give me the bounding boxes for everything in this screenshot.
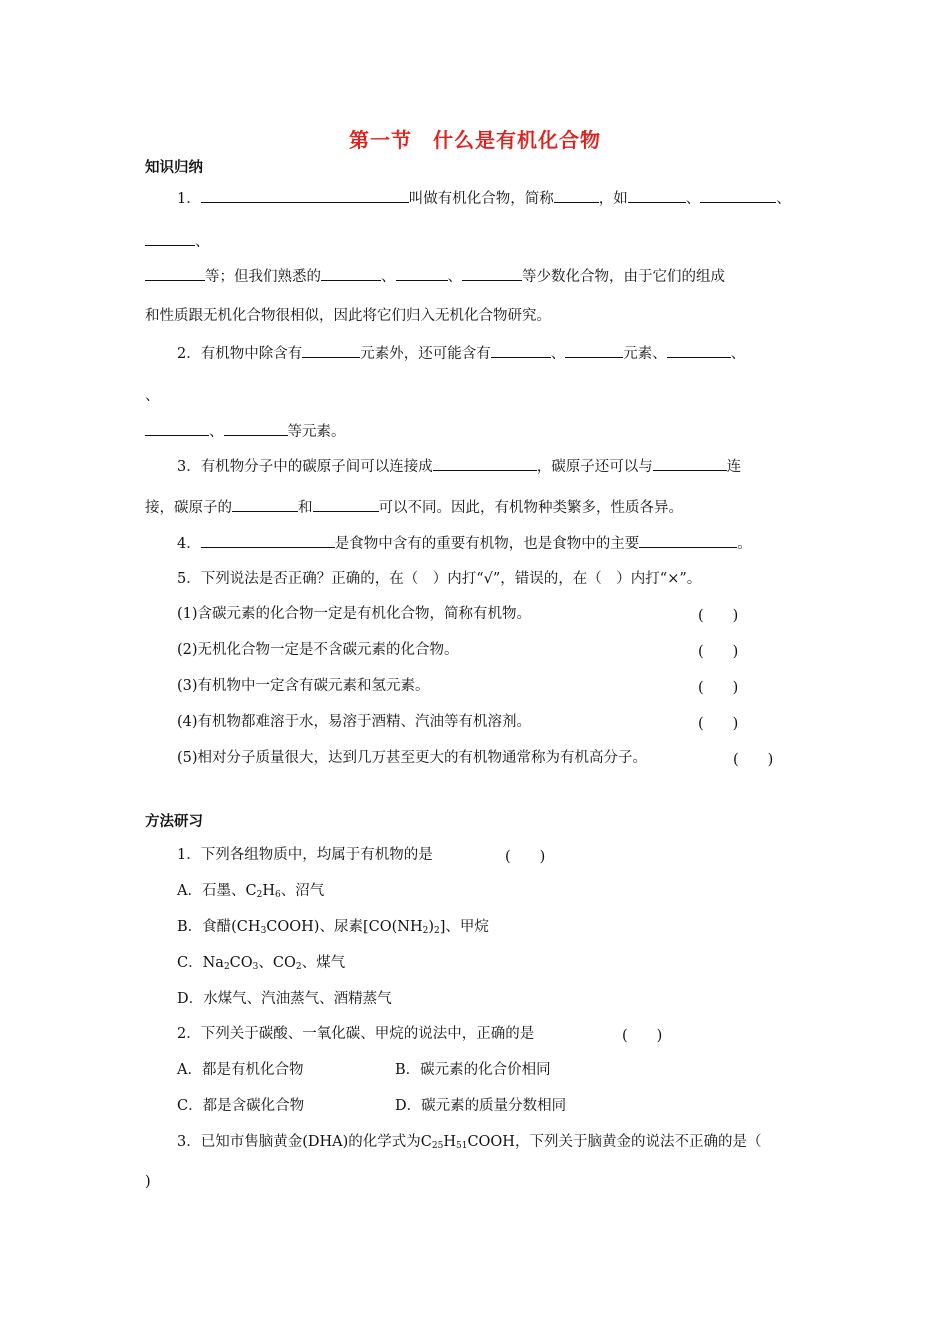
blank[interactable] <box>302 343 360 358</box>
section-heading-knowledge: 知识归纳 <box>145 160 203 176</box>
blank[interactable] <box>145 421 209 436</box>
blank[interactable] <box>201 188 409 203</box>
m1-option-a[interactable]: A．石墨、$C_2H_6$、沼气 <box>177 883 325 900</box>
q5-item-4: (4)有机物都难溶于水，易溶于酒精、汽油等有机溶剂。 <box>177 714 532 730</box>
q2-line1: 2．有机物中除含有 元素外，还可能含有 、 元素、 、 <box>177 343 745 364</box>
blank[interactable] <box>313 497 379 512</box>
q5-item-1: (1)含碳元素的化合物一定是有机化合物，简称有机物。 <box>177 606 532 622</box>
blank[interactable] <box>396 266 448 281</box>
q1-line4: 和性质跟无机化合物很相似，因此将它们归入无机化合物研究。 <box>145 308 551 324</box>
m1-option-b[interactable]: B．食醋$(CH_3COOH)$、尿素$[CO(NH_2)_2]$、甲烷 <box>177 919 489 936</box>
q5-item-5: (5)相对分子质量很大，达到几万甚至更大的有机物通常称为有机高分子。 <box>177 750 648 766</box>
answer-paren[interactable]: ( ) <box>698 680 739 696</box>
answer-paren[interactable]: ( ) <box>698 608 739 624</box>
q1-line3: 等；但我们熟悉的 、 、 等少数化合物，由于它们的组成 <box>145 266 725 287</box>
blank[interactable] <box>145 231 195 246</box>
answer-paren[interactable]: ( ) <box>698 644 739 660</box>
m1-option-d[interactable]: D．水煤气、汽油蒸气、酒精蒸气 <box>177 991 392 1007</box>
blank[interactable] <box>554 188 599 203</box>
q5-item-2: (2)无机化合物一定是不含碳元素的化合物。 <box>177 642 459 658</box>
answer-paren[interactable]: ( ) <box>698 716 739 732</box>
blank[interactable] <box>491 343 551 358</box>
m1-option-c[interactable]: C．$Na_2CO_3$、$CO_2$、煤气 <box>177 955 346 972</box>
q3-line1: 3．有机物分子中的碳原子间可以连接成 ，碳原子还可以与 连 <box>177 456 741 477</box>
blank[interactable] <box>232 497 298 512</box>
blank[interactable] <box>700 188 776 203</box>
blank[interactable] <box>433 456 537 471</box>
m3-stem: 3．已知市售脑黄金(DHA)的化学式为$C_{25}H_{51}COOH$，下列关于脑黄金的说法不正确的是（ <box>177 1134 762 1151</box>
q4-line: 4． 是食物中含有的重要有机物，也是食物中的主要 。 <box>177 533 752 554</box>
blank[interactable] <box>201 533 335 548</box>
m2-option-b[interactable]: B．碳元素的化合价相同 <box>395 1062 551 1078</box>
q5-item-3: (3)有机物中一定含有碳元素和氢元素。 <box>177 678 430 694</box>
answer-paren[interactable]: ( ) <box>505 849 546 865</box>
blank[interactable] <box>639 533 737 548</box>
m2-stem: 2．下列关于碳酸、一氧化碳、甲烷的说法中，正确的是 <box>177 1026 535 1042</box>
section-heading-method: 方法研习 <box>145 814 203 830</box>
q2-line3: 、 等元素。 <box>145 421 346 442</box>
m1-stem: 1．下列各组物质中，均属于有机物的是 <box>177 847 433 863</box>
page-title: 第一节 什么是有机化合物 <box>349 128 601 152</box>
m2-option-a[interactable]: A．都是有机化合物 <box>177 1062 304 1078</box>
blank[interactable] <box>653 456 727 471</box>
blank[interactable] <box>224 421 288 436</box>
q5-stem: 5．下列说法是否正确？正确的，在（ ）内打“√”，错误的，在（ ）内打“×”。 <box>177 571 702 587</box>
q1-line1: 1． 叫做有机化合物，简称 ，如 、 、 <box>177 188 791 209</box>
m2-option-c[interactable]: C．都是含碳化合物 <box>177 1098 305 1114</box>
m3-tail: ) <box>145 1174 151 1190</box>
blank[interactable] <box>145 266 205 281</box>
blank[interactable] <box>565 343 623 358</box>
blank[interactable] <box>667 343 731 358</box>
blank[interactable] <box>321 266 381 281</box>
answer-paren[interactable]: ( ) <box>733 752 774 768</box>
blank[interactable] <box>628 188 686 203</box>
q2-line2: 、 <box>145 388 160 404</box>
m2-option-d[interactable]: D．碳元素的质量分数相同 <box>395 1098 567 1114</box>
answer-paren[interactable]: ( ) <box>622 1028 663 1044</box>
blank[interactable] <box>462 266 522 281</box>
q1-line2: 、 <box>145 231 210 252</box>
q3-line2: 接，碳原子的 和 可以不同。因此，有机物种类繁多，性质各异。 <box>145 497 683 518</box>
